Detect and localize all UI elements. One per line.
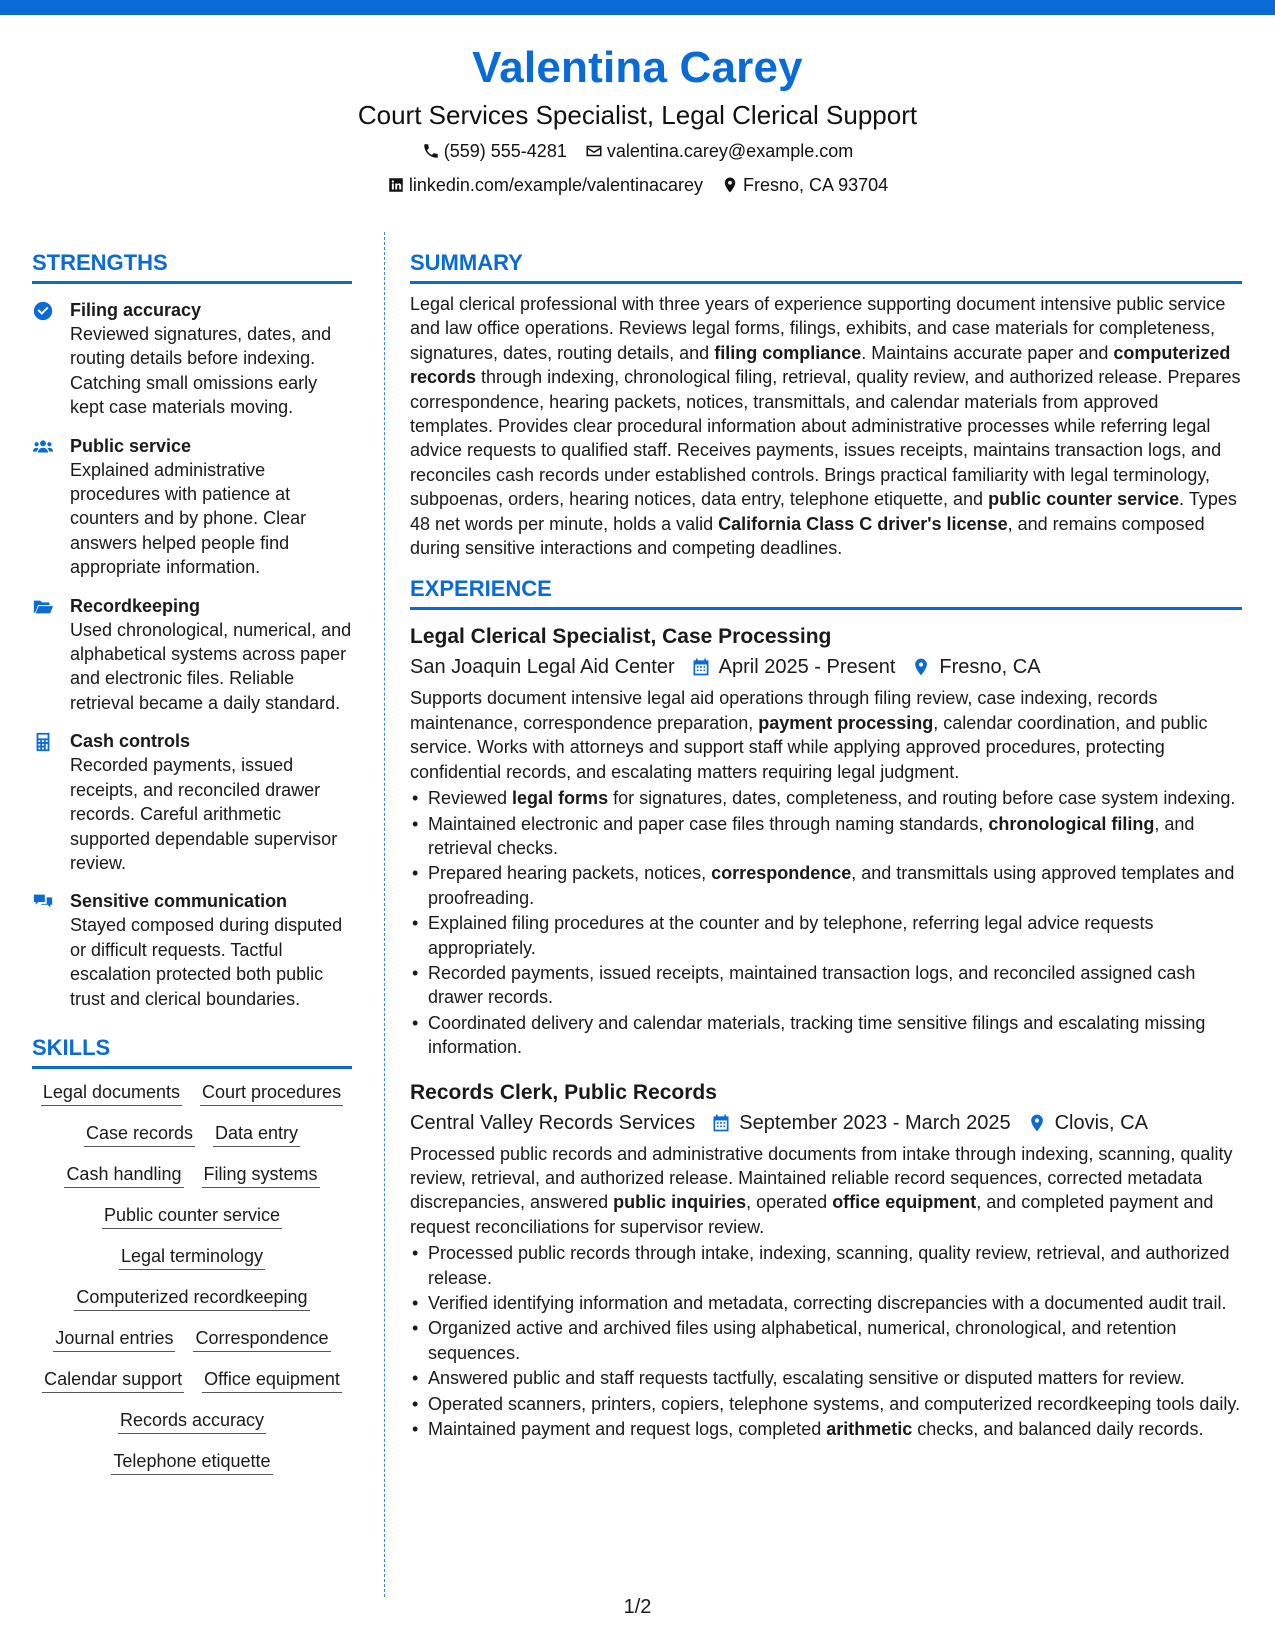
experience-heading: EXPERIENCE (410, 574, 1242, 610)
skill-row (34, 1161, 350, 1188)
users-icon (32, 436, 54, 458)
strength-body (70, 298, 352, 420)
skill-tag: Correspondence (193, 1325, 330, 1352)
skill-row (34, 1120, 350, 1147)
map-pin-icon (721, 176, 739, 194)
top-accent-bar (0, 0, 1275, 15)
strength-text: Stayed composed during disputed or difficult requests. Tactful escalation protected both public trust and clerical boundaries. (70, 915, 343, 1009)
job-desc-text: Processed public records and administrative documents from intake through indexing, scanning, quality review, retrieval, and authorized release. Maintained reliable record sequences, corrected metadata discrepancies, answered (410, 1143, 1233, 1213)
calculator-icon (32, 731, 54, 753)
job-company: Central Valley Records Services (410, 1111, 696, 1134)
linkedin-contact[interactable] (387, 170, 703, 200)
job-bullet (410, 786, 1242, 810)
bullet-text: Reviewed (428, 788, 513, 809)
job-dates: September 2023 - March 2025 (739, 1111, 1011, 1134)
job-entry (410, 1078, 1242, 1442)
strength-body (70, 889, 352, 1011)
job-dates: April 2025 - Present (718, 656, 896, 679)
strength-icon-wrap (32, 594, 56, 716)
summary-text: , and remains composed during sensitive interactions and competing deadlines. (410, 513, 1205, 559)
skill-tag: Telephone etiquette (111, 1448, 272, 1475)
bullet-text: Explained filing procedures at the counter and by telephone, referring legal advice requests appropriately. (428, 913, 1154, 958)
job-bullet (410, 1417, 1242, 1441)
bullet-emphasis: legal forms (512, 788, 609, 809)
job-description (410, 686, 1242, 784)
strength-body (70, 434, 352, 580)
summary-emphasis: computerized records (410, 342, 1231, 388)
job-bullet (410, 1241, 1242, 1290)
left-column (32, 248, 352, 1475)
job-desc-emphasis: payment processing (758, 712, 934, 733)
job-company: San Joaquin Legal Aid Center (410, 656, 675, 679)
bullet-text: checks, and balanced daily records. (912, 1419, 1204, 1440)
bullet-text: Answered public and staff requests tactfully, escalating sensitive or disputed matters for review. (428, 1368, 1185, 1389)
job-title: Legal Clerical Specialist, Case Processing (410, 625, 832, 649)
phone-contact (422, 136, 567, 166)
candidate-name: Valentina Carey (472, 43, 803, 92)
strength-text: Recorded payments, issued receipts, and reconciled drawer records. Careful arithmetic supported dependable supervisor review. (70, 755, 338, 873)
strength-body (70, 594, 352, 716)
skill-tag: Office equipment (202, 1366, 342, 1393)
strength-title: Filing accuracy (70, 300, 202, 320)
skill-row (34, 1284, 350, 1311)
strength-item (32, 729, 352, 875)
job-dates-group (711, 1108, 1010, 1138)
skill-tag: Calendar support (42, 1366, 184, 1393)
skill-tag: Public counter service (102, 1202, 282, 1229)
folder-open-icon (32, 596, 54, 618)
bullet-text: Coordinated delivery and calendar materials, tracking time sensitive filings and escalating missing information. (428, 1012, 1206, 1058)
skill-tag: Legal documents (41, 1079, 182, 1106)
skill-tag: Records accuracy (118, 1407, 266, 1434)
map-pin-icon (1027, 1113, 1047, 1133)
strength-title: Recordkeeping (70, 595, 201, 616)
linkedin-url[interactable]: linkedin.com/example/valentinacarey (408, 175, 704, 195)
summary-text: . Types 48 net words per minute, holds a valid (410, 489, 1237, 534)
calendar-icon (711, 1113, 731, 1133)
strength-item (32, 594, 352, 716)
summary-text: Legal clerical professional with three years of experience supporting document intensive public service and law office operations. Reviews legal forms, filings, exhibits, and case materials for completeness, signatures, dates, routing details, and (410, 294, 1226, 363)
bullet-text: , and retrieval checks. (428, 813, 1195, 858)
location-text: Fresno, CA 93704 (743, 175, 889, 195)
strength-title: Cash controls (70, 731, 191, 752)
job-bullet (410, 1291, 1242, 1315)
skill-row (34, 1448, 350, 1475)
bullet-text: Operated scanners, printers, copiers, telephone systems, and computerized recordkeeping tools daily. (428, 1393, 1241, 1414)
strength-title: Sensitive communication (70, 891, 288, 912)
skill-tag: Cash handling (64, 1161, 183, 1188)
jobs-list (410, 622, 1242, 1441)
bullet-text: Processed public records through intake, indexing, scanning, quality review, retrieval, and authorized release. (428, 1243, 1230, 1288)
bullet-text: Recorded payments, issued receipts, maintained transaction logs, and reconciled assigned cash drawer records. (428, 962, 1196, 1008)
skill-row (34, 1202, 350, 1229)
bullet-text: , and transmittals using approved templates and proofreading. (428, 863, 1235, 908)
job-bullet (410, 1316, 1242, 1365)
job-dates-group (691, 652, 896, 682)
job-bullet (410, 1366, 1242, 1390)
resume-header (0, 40, 1275, 200)
summary-emphasis: filing compliance (714, 342, 862, 363)
strength-text: Used chronological, numerical, and alphabetical systems across paper and electronic files. Reliable retrieval became a daily standard. (70, 619, 352, 713)
bullet-emphasis: correspondence (711, 863, 852, 884)
comments-icon (32, 891, 54, 913)
strength-icon-wrap (32, 298, 56, 420)
map-pin-icon (911, 657, 931, 677)
job-entry (410, 622, 1242, 1059)
job-location: Fresno, CA (939, 656, 1041, 679)
job-bullet (410, 1011, 1242, 1060)
summary-emphasis: public counter service (988, 489, 1180, 510)
strength-title: Public service (70, 435, 192, 456)
job-bullet (410, 961, 1242, 1010)
skill-row (34, 1407, 350, 1434)
bullet-text: Maintained electronic and paper case files through naming standards, (428, 813, 989, 834)
phone-icon (422, 142, 440, 160)
candidate-title: Court Services Specialist, Legal Clerical Support (357, 100, 918, 130)
bullet-emphasis: chronological filing (988, 813, 1155, 834)
email-contact[interactable] (585, 136, 853, 166)
summary-text: through indexing, chronological filing, retrieval, quality review, and authorized release. Prepares correspondence, hearing packets, notices, transmittals, and calendar materials from approved templates. Provides clear procedural information about administrative processes while referring legal advice requests to qualified staff. Receives payments, issues receipts, maintains transaction logs, and reconciles cash records under established controls. Brings practical familiarity with legal terminology, subpoenas, orders, hearing notices, data entry, telephone etiquette, and (410, 367, 1241, 510)
calendar-icon (691, 657, 711, 677)
job-bullet (410, 911, 1242, 960)
job-desc-text: , and completed payment and request reconciliations for supervisor review. (410, 1192, 1214, 1237)
bullet-text: Verified identifying information and metadata, correcting discrepancies with a documented audit trail. (428, 1293, 1227, 1313)
job-meta (410, 652, 1242, 682)
summary-heading: SUMMARY (410, 248, 1242, 284)
skill-row (34, 1243, 350, 1270)
bullet-text: for signatures, dates, completeness, and routing before case system indexing. (608, 788, 1236, 809)
skills-heading: SKILLS (32, 1033, 352, 1069)
right-column (410, 248, 1242, 1441)
skill-tag: Journal entries (53, 1325, 175, 1352)
job-desc-emphasis: public inquiries (613, 1192, 747, 1213)
strength-body (70, 729, 352, 875)
job-bullet (410, 1392, 1242, 1416)
skill-row (34, 1325, 350, 1352)
job-desc-text: Supports document intensive legal aid operations through filing review, case indexing, records maintenance, correspondence preparation, (410, 688, 1158, 733)
linkedin-icon (387, 176, 405, 194)
job-desc-text: , operated (746, 1192, 833, 1213)
strength-text: Explained administrative procedures with patience at counters and by phone. Clear answers helped people find appropriate information. (70, 459, 307, 578)
bullet-text: Maintained payment and request logs, completed (428, 1419, 827, 1440)
skill-row (34, 1079, 350, 1106)
skill-tag: Data entry (213, 1120, 300, 1147)
check-circle-icon (32, 300, 54, 322)
job-bullet (410, 861, 1242, 910)
job-desc-emphasis: office equipment (832, 1192, 977, 1213)
envelope-icon (585, 142, 603, 160)
page-number: 1/2 (623, 1596, 652, 1618)
skill-tag: Case records (84, 1120, 195, 1147)
summary-text (410, 292, 1242, 560)
summary-emphasis: California Class C driver's license (718, 513, 1008, 534)
job-title: Records Clerk, Public Records (410, 1080, 717, 1104)
strength-item (32, 434, 352, 580)
job-bullets (410, 786, 1242, 1059)
strengths-heading: STRENGTHS (32, 248, 352, 284)
strength-item (32, 889, 352, 1011)
summary-text: . Maintains accurate paper and (861, 342, 1114, 363)
contact-line-2 (0, 170, 1275, 200)
email-address[interactable]: valentina.carey@example.com (606, 141, 854, 161)
column-divider (384, 232, 385, 1597)
bullet-emphasis: arithmetic (826, 1419, 913, 1440)
phone-number: (559) 555-4281 (443, 141, 567, 161)
bullet-text: Prepared hearing packets, notices, (428, 863, 712, 884)
job-desc-text: , calendar coordination, and public service. Works with attorneys and support staff while applying approved procedures, protecting confidential records, and escalating matters requiring legal judgment. (410, 712, 1208, 782)
job-bullet (410, 812, 1242, 861)
skill-row (34, 1366, 350, 1393)
skill-tag: Legal terminology (119, 1243, 265, 1270)
strength-icon-wrap (32, 729, 56, 875)
skill-tag: Computerized recordkeeping (74, 1284, 309, 1311)
strength-item (32, 298, 352, 420)
strengths-list (32, 298, 352, 1011)
job-location-group (1027, 1108, 1148, 1138)
job-bullets (410, 1241, 1242, 1441)
contact-line-1 (0, 136, 1275, 166)
job-location-group (911, 652, 1040, 682)
skills-list (32, 1079, 352, 1475)
skill-tag: Filing systems (202, 1161, 320, 1188)
strength-text: Reviewed signatures, dates, and routing details before indexing. Catching small omissions early kept case materials moving. (70, 324, 332, 418)
location-contact (721, 170, 888, 200)
strength-icon-wrap (32, 434, 56, 580)
strength-icon-wrap (32, 889, 56, 1011)
job-meta (410, 1108, 1242, 1138)
job-location: Clovis, CA (1054, 1111, 1148, 1134)
bullet-text: Organized active and archived files using alphabetical, numerical, chronological, and retention sequences. (428, 1318, 1177, 1363)
skill-tag: Court procedures (200, 1079, 343, 1106)
job-description (410, 1142, 1242, 1240)
